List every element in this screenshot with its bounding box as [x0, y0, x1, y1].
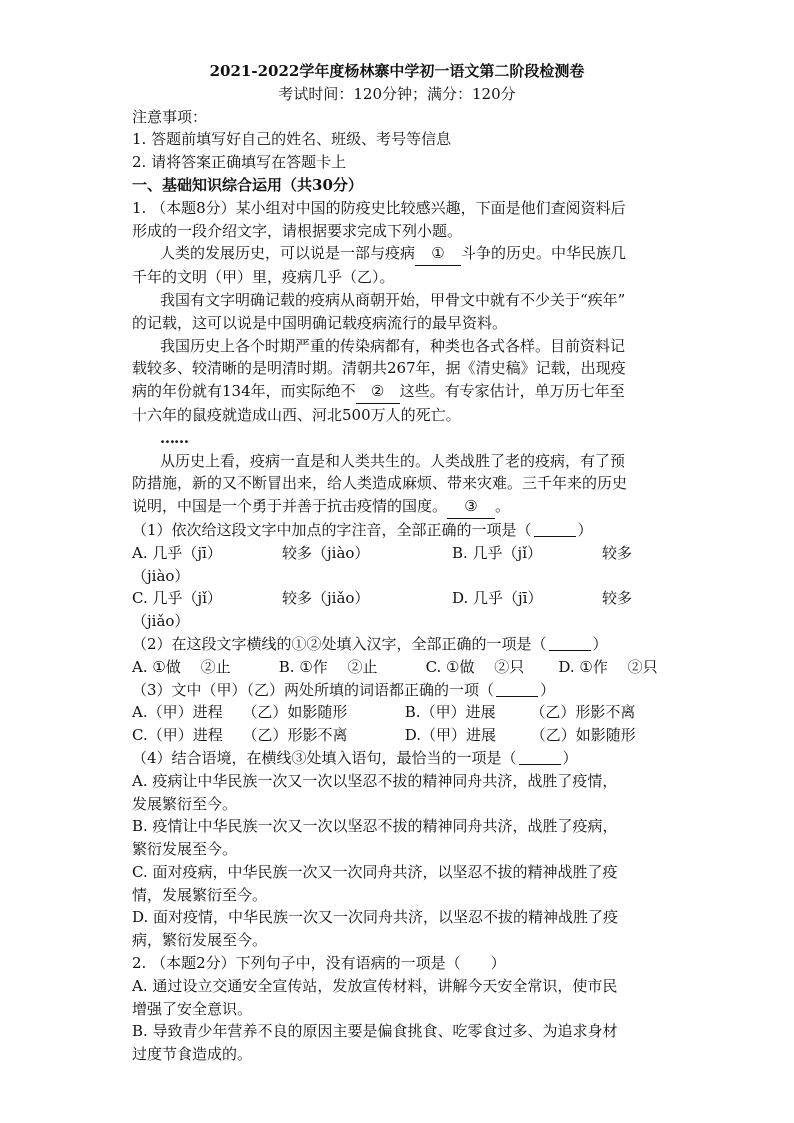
q2-option-b[interactable]: B. 导致青少年营养不良的原因主要是偏食挑食、吃零食过多、为追求身材 — [132, 1022, 618, 1041]
option-b-cont: 繁衍发展至今。 — [132, 840, 238, 859]
option-d[interactable]: D.（甲）进展 （乙）如影随形 — [404, 726, 636, 745]
q2-option-a-cont: 增强了安全意识。 — [132, 999, 253, 1018]
q1-sub4-stem — [132, 747, 672, 770]
q1-sub3-options-row-2 — [132, 724, 672, 747]
passage-p1-line-2: 千年的文明（甲）里，疫病几乎（乙）。 — [132, 268, 395, 287]
passage-p3-line-3 — [132, 380, 672, 404]
answer-blank[interactable] — [496, 682, 538, 697]
note-item-1: 1. 答题前填写好自己的姓名、班级、考号等信息 — [132, 130, 452, 149]
option-a[interactable]: A. 疫病让中华民族一次又一次以坚忍不拔的精神同舟共济，战胜了疫情， — [132, 771, 618, 790]
passage-p3-line-2: 载较多、较清晰的是明清时期。清朝共267年，据《清史稿》记载，出现疫 — [132, 359, 626, 378]
stem-text: （1）依次给这段文字中加点的字注音，全部正确的一项是（ — [132, 520, 532, 539]
blank-3: ③ — [447, 495, 495, 519]
passage-text: 。 — [495, 497, 511, 516]
stem-end: ） — [592, 634, 608, 653]
q1-sub3-options-row-1 — [132, 701, 672, 724]
q1-intro-line-2: 形成的一段介绍文字，请根据要求完成下列小题。 — [132, 221, 463, 240]
passage-ellipsis: …… — [160, 428, 188, 447]
q1-sub1-options-row-2 — [132, 587, 672, 610]
stem-text: （3）文中（甲）（乙）两处所填的词语都正确的一项（ — [132, 680, 495, 699]
answer-blank[interactable] — [549, 636, 591, 651]
option-d[interactable]: D. 几乎（jī） — [452, 589, 543, 608]
exam-page — [132, 60, 672, 1066]
q1-sub2-options — [132, 656, 672, 679]
q1-sub1-options-row-1 — [132, 542, 672, 565]
option-d[interactable]: D. ①作 ②只 — [558, 657, 658, 676]
option-a[interactable]: A. ①做 ②止 — [132, 657, 231, 676]
option-b[interactable]: B. 疫情让中华民族一次又一次以坚忍不拔的精神同舟共济，战胜了疫病， — [132, 817, 618, 836]
stem-text: （4）结合语境，在横线③处填入语句，最恰当的一项是（ — [132, 748, 517, 767]
passage-p4-line-2: 防措施，新的又不断冒出来，给人类造成麻烦、带来灾难。三千年来的历史 — [132, 474, 628, 493]
option-c-cont: 情，发展繁衍至今。 — [132, 885, 268, 904]
passage-p1-line-1 — [132, 242, 672, 266]
option-d-extra: 较多 — [602, 589, 633, 608]
answer-blank[interactable] — [534, 522, 576, 537]
q2-option-a[interactable]: A. 通过设立交通安全宣传站，发放宣传材料，讲解今天安全常识，使市民 — [132, 976, 618, 995]
option-b-extra: 较多 — [602, 543, 633, 562]
q1-sub1-stem — [132, 519, 672, 542]
option-a[interactable]: A.（甲）进程 （乙）如影随形 — [132, 703, 348, 722]
option-b[interactable]: B.（甲）进展 （乙）形影不离 — [404, 703, 636, 722]
passage-p2-line-2: 的记载，这可以说是中国明确记载疫病流行的最早资料。 — [132, 313, 508, 332]
answer-blank[interactable] — [519, 750, 561, 765]
q1-sub3-stem — [132, 679, 672, 702]
passage-text: 人类的发展历史，可以说是一部与疫病 — [160, 244, 416, 263]
option-d[interactable]: D. 面对疫情，中华民族一次又一次同舟共济，以坚忍不拔的精神战胜了疫 — [132, 908, 619, 927]
option-c[interactable]: C. 几乎（jǐ） — [132, 589, 222, 608]
q1-intro-line-1: 1. （本题8分）某小组对中国的防疫史比较感兴趣，下面是他们查阅资料后 — [132, 198, 626, 217]
q1-sub1-options-row-2-wrap: （jiǎo） — [132, 612, 190, 631]
option-b[interactable]: B. ①作 ②止 — [278, 657, 378, 676]
q1-sub2-stem — [132, 633, 672, 656]
section-heading: 一、基础知识综合运用（共30分） — [132, 175, 363, 194]
passage-text: 这些。有专家估计，单万历七年至 — [399, 382, 625, 401]
q2-stem: 2. （本题2分）下列句子中，没有语病的一项是（ ） — [132, 954, 506, 973]
option-c[interactable]: C. 面对疫病，中华民族一次又一次同舟共济，以坚忍不拔的精神战胜了疫 — [132, 862, 618, 881]
stem-end: ） — [540, 680, 556, 699]
q2-option-b-cont: 过度节食造成的。 — [132, 1045, 253, 1064]
option-a[interactable]: A. 几乎（jī） — [132, 543, 222, 562]
option-a-extra: 较多（jiào） — [282, 543, 370, 562]
passage-text: 说明，中国是一个勇于并善于抗击疫情的国度。 — [132, 497, 448, 516]
option-b[interactable]: B. 几乎（jǐ） — [452, 543, 543, 562]
option-c[interactable]: C.（甲）进程 （乙）形影不离 — [132, 726, 348, 745]
option-d-cont: 病，繁衍发展至今。 — [132, 931, 268, 950]
passage-p4-line-1: 从历史上看，疫病一直是和人类共生的。人类战胜了老的疫病，有了预 — [160, 451, 626, 470]
passage-text: 病的年份就有134年，而实际绝不 — [132, 382, 356, 401]
passage-p2-line-1: 我国有文字明确记载的疫病从商朝开始，甲骨文中就有不少关于“疾年” — [160, 290, 626, 309]
notes-heading: 注意事项： — [132, 107, 208, 126]
option-a-cont: 发展繁衍至今。 — [132, 794, 238, 813]
stem-end: ） — [577, 520, 593, 539]
stem-text: （2）在这段文字横线的①②处填入汉字，全部正确的一项是（ — [132, 634, 547, 653]
blank-2: ② — [356, 380, 400, 404]
stem-end: ） — [562, 748, 578, 767]
option-c-extra: 较多（jiǎo） — [282, 589, 370, 608]
blank-1: ① — [415, 242, 461, 266]
note-item-2: 2. 请将答案正确填写在答题卡上 — [132, 153, 347, 172]
exam-subtitle: 考试时间：120分钟；满分：120分 — [278, 84, 516, 103]
passage-p4-line-3 — [132, 495, 672, 519]
passage-p3-line-1: 我国历史上各个时期严重的传染病都有，种类也各式各样。目前资料记 — [160, 336, 626, 355]
q1-sub1-options-row-1-wrap: （jiào） — [132, 566, 190, 585]
passage-p3-line-4: 十六年的鼠疫就造成山西、河北500万人的死亡。 — [132, 405, 461, 424]
exam-title: 2021-2022学年度杨林寨中学初一语文第二阶段检测卷 — [209, 62, 585, 80]
option-c[interactable]: C. ①做 ②只 — [425, 657, 525, 676]
passage-text: 斗争的历史。中华民族几 — [461, 244, 627, 263]
